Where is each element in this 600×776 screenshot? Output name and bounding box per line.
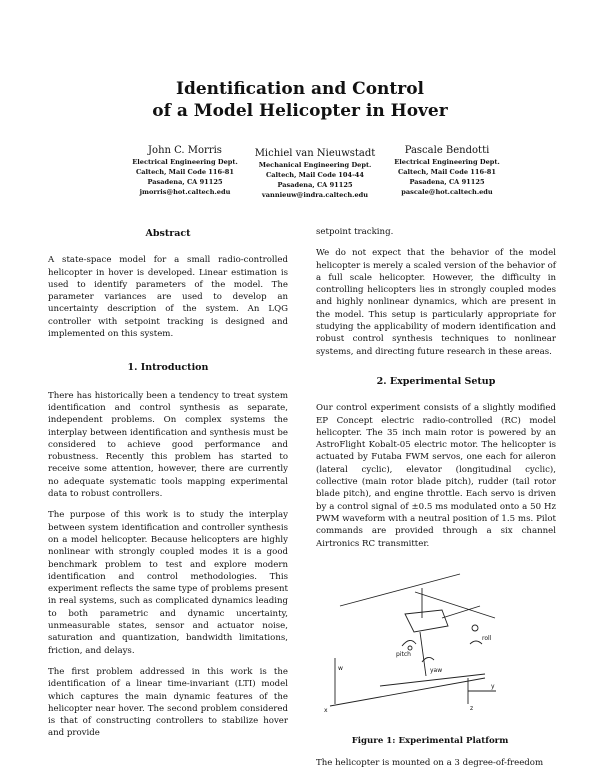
- author-name: Michiel van Nieuwstadt: [254, 148, 376, 159]
- author-city: Pasadena, CA 91125: [277, 181, 353, 189]
- figure-caption: Figure 1: Experimental Platform: [351, 736, 509, 746]
- setpoint-continuation: setpoint tracking.: [316, 227, 394, 237]
- abstract-text: A state-space model for a small radio-controlled helicopter in hover is developed. Linear estimation is used to identify parameters of the model. The parameter variances are used to develop an uncertainty description of the system. An LQG controller with setpoint tracking is designed and implemented on this system.: [48, 255, 288, 340]
- author-block-2: [240, 147, 390, 200]
- helicopter-platform-figure: [310, 566, 500, 716]
- tail-boom: [442, 606, 480, 618]
- w-label: w: [338, 665, 343, 672]
- pitch-arc: [402, 640, 416, 646]
- mounting-paragraph: The helicopter is mounted on a 3 degree-of-freedom: [316, 758, 544, 768]
- author-name: John C. Morris: [148, 145, 222, 156]
- stand-post: [420, 632, 426, 676]
- author-name: Pascale Bendotti: [404, 145, 490, 156]
- author-address: Caltech, Mail Code 104-44: [266, 171, 364, 179]
- base-rail: [380, 674, 485, 686]
- roll-sensor: [472, 625, 478, 631]
- author-dept: Electrical Engineering Dept.: [394, 158, 500, 166]
- author-city: Pasadena, CA 91125: [147, 178, 223, 186]
- pitch-label: pitch: [396, 651, 411, 658]
- paper-title-line2: of a Model Helicopter in Hover: [152, 101, 448, 121]
- roll-label: roll: [482, 635, 492, 642]
- author-dept: Mechanical Engineering Dept.: [258, 161, 372, 169]
- author-block-3: [372, 144, 522, 197]
- intro-paragraph-1: There has historically been a tendency to treat system identification and control synthesis as separate, independent problems. On complex systems the interplay between identification and synthesis must be considered to achieve good performance and robustness. Recently this problem has started to receive some attention, however, there are currently no adequate systematic tools mapping experimental data to robust controllers.: [48, 390, 288, 500]
- x-label: x: [324, 707, 328, 714]
- setup-paragraph: Our control experiment consists of a slightly modified EP Concept electric radio-controlled (RC) model helicopter. The 35 inch main rotor is powered by an AstroFlight Kobalt-05 electric motor. The helicopter is actuated by Futaba FWM servos, one each for aileron (lateral cyclic), elevator (longitudinal cyclic), collective (main rotor blade pitch), rudder (tail rotor blade pitch), and engine throttle. Each servo is driven by a control signal of ±0.5 ms modulated onto a 50 Hz PWM waveform with a neutral position of 1.5 ms. Pilot commands are provided through a six channel Airtronics RC transmitter.: [316, 403, 556, 549]
- right-column: [316, 226, 556, 559]
- pitch-sensor: [408, 646, 412, 650]
- intro-paragraph-3: The first problem addressed in this work is the identification of a linear time-invariant (LTI) model which captures the main dynamic features of the helicopter near hover. The second problem considered is that of constructing controllers to stabilize hover and provide: [48, 666, 288, 739]
- author-email[interactable]: vannieuw@indra.caltech.edu: [261, 191, 369, 199]
- z-label: z: [470, 705, 474, 712]
- yaw-label: yaw: [430, 667, 443, 674]
- helicopter-body: [405, 610, 448, 632]
- author-dept: Electrical Engineering Dept.: [132, 158, 238, 166]
- author-address: Caltech, Mail Code 116-81: [136, 168, 234, 176]
- left-column: [48, 228, 288, 749]
- abstract-heading: Abstract: [145, 228, 191, 239]
- setup-heading: 2. Experimental Setup: [376, 375, 496, 387]
- paper-title-line1: Identification and Control: [176, 79, 424, 99]
- roll-arc: [470, 641, 482, 644]
- author-email[interactable]: jmorris@hot.caltech.edu: [139, 188, 231, 196]
- intro-paragraph-2: The purpose of this work is to study the interplay between system identification and controller synthesis on a model helicopter. Because helicopters are highly nonlinear with strongly coupled modes it is a good benchmark problem to test and explore modern identification and control methodologies. This experiment reflects the same type of problems present in real systems, such as complicated dynamics leading to both parametric and dynamic uncertainty, unmeasurable states, sensor and actuator noise, saturation and quantization, bandwidth limitations, friction, and delays.: [48, 510, 288, 656]
- author-block-1: [110, 144, 260, 197]
- intro-heading: 1. Introduction: [127, 362, 209, 374]
- author-email[interactable]: pascale@hot.caltech.edu: [401, 188, 493, 196]
- author-address: Caltech, Mail Code 116-81: [398, 168, 496, 176]
- motivation-paragraph: We do not expect that the behavior of the model helicopter is merely a scaled version of the behavior of a full scale helicopter. However, the difficulty in controlling helicopters lies in strongly coupled modes and highly nonlinear dynamics, which are present in the model. This setup is particularly appropriate for studying the applicability of modern identification and robust control synthesis techniques to nonlinear systems, and directing future research in these areas.: [316, 248, 556, 357]
- y-label: y: [491, 683, 495, 690]
- author-city: Pasadena, CA 91125: [409, 178, 485, 186]
- base-diagonal: [330, 678, 485, 706]
